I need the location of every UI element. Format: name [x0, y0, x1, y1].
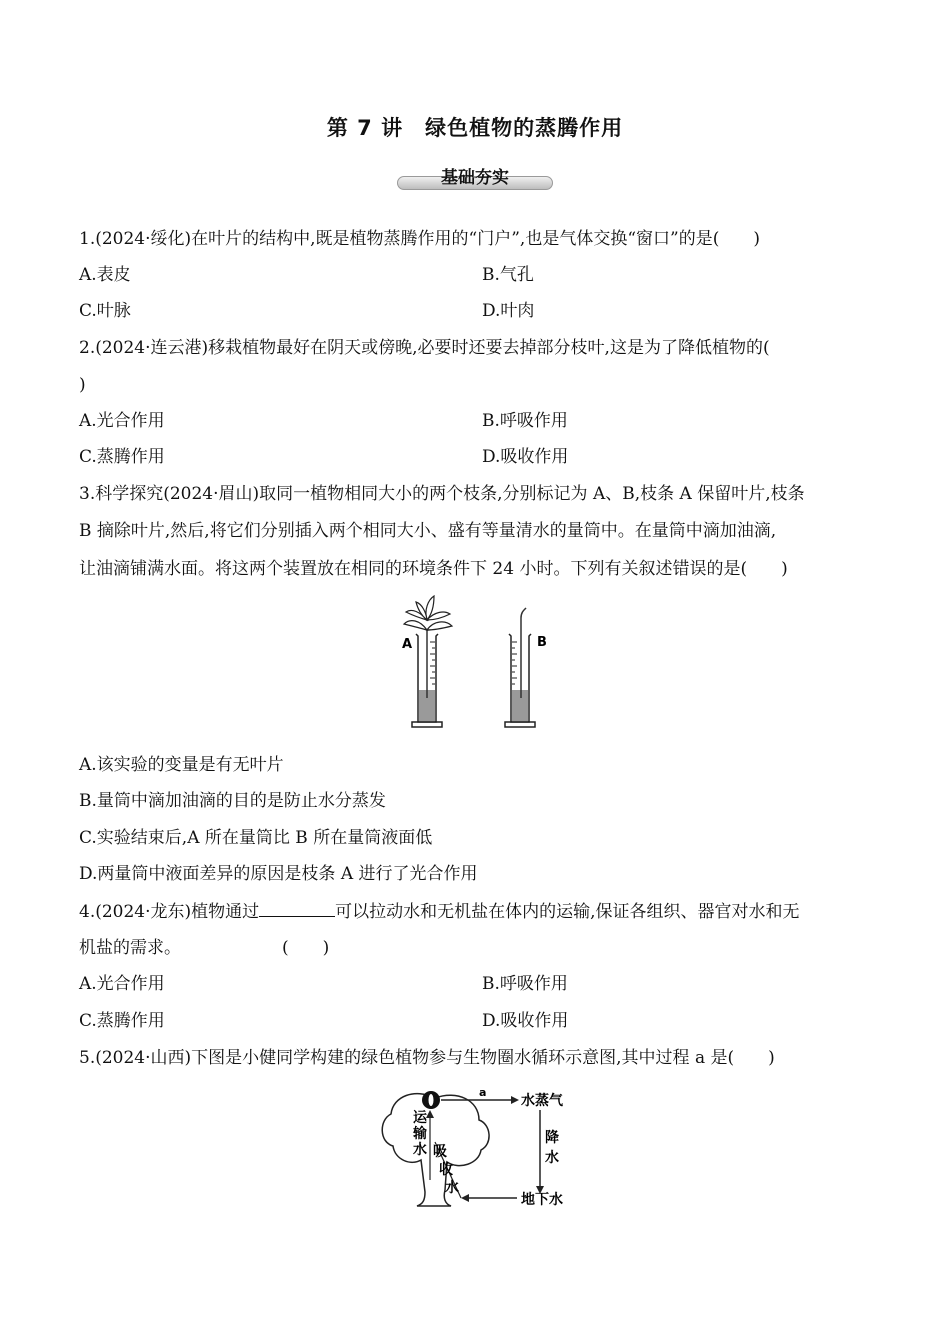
transport-label-2: 输	[413, 1126, 427, 1142]
q1-option-b: B.气孔	[482, 265, 534, 285]
q3-option-b: B.量筒中滴加油滴的目的是防止水分蒸发	[79, 791, 386, 811]
q4-stem-post: 可以拉动水和无机盐在体内的运输,保证各组织、器官对水和无	[335, 902, 800, 922]
q1-stem: 1.(2024·绥化)在叶片的结构中,既是植物蒸腾作用的“门户”,也是气体交换“窗口”的是( )	[79, 229, 760, 249]
rain-label-2: 水	[545, 1150, 559, 1166]
q1-option-d: D.叶肉	[482, 301, 535, 321]
q4-option-d: D.吸收作用	[482, 1011, 569, 1031]
cylinder-b	[505, 608, 535, 727]
q5-stem: 5.(2024·山西)下图是小健同学构建的绿色植物参与生物圈水循环示意图,其中过程 a 是( )	[79, 1048, 775, 1068]
q4-paren: ( )	[282, 938, 330, 958]
q1-option-a: A.表皮	[79, 265, 131, 285]
q2-option-b: B.呼吸作用	[482, 411, 568, 431]
q3-cylinders-figure	[390, 590, 570, 740]
section-badge	[397, 163, 553, 191]
page-title: 第 7 讲 绿色植物的蒸腾作用	[326, 116, 624, 140]
transport-label-1: 运	[413, 1110, 427, 1126]
process-a-label: a	[479, 1086, 487, 1099]
q2-stem-line1: 2.(2024·连云港)移栽植物最好在阴天或傍晚,必要时还要去掉部分枝叶,这是为了降低植物的(	[79, 338, 770, 358]
q4-option-a: A.光合作用	[79, 974, 165, 994]
q3-option-c: C.实验结束后,A 所在量筒比 B 所在量筒液面低	[79, 828, 433, 848]
q4-stem-pre: 4.(2024·龙东)植物通过	[79, 902, 260, 922]
section-badge-label: 基础夯实	[441, 168, 509, 188]
cylinder-a-label: A	[402, 637, 413, 652]
groundwater-label: 地下水	[521, 1192, 563, 1208]
q4-answer-blank	[259, 900, 335, 917]
q3-stem-line2: B 摘除叶片,然后,将它们分别插入两个相同大小、盛有等量清水的量筒中。在量筒中滴加油滴,	[79, 521, 777, 541]
cylinder-a	[404, 596, 452, 727]
q3-stem-line3: 让油滴铺满水面。将这两个装置放在相同的环境条件下 24 小时。下列有关叙述错误的是( )	[79, 559, 788, 579]
q3-stem-line1: 3.科学探究(2024·眉山)取同一植物相同大小的两个枝条,分别标记为 A、B,枝条 A 保留叶片,枝条	[79, 484, 805, 504]
q1-option-c: C.叶脉	[79, 301, 131, 321]
q2-option-a: A.光合作用	[79, 411, 165, 431]
water-vapor-label: 水蒸气	[521, 1093, 563, 1109]
q3-option-a: A.该实验的变量是有无叶片	[79, 755, 284, 775]
q3-option-d: D.两量筒中液面差异的原因是枝条 A 进行了光合作用	[79, 864, 478, 884]
absorb-label-3: 水	[445, 1180, 459, 1196]
cylinder-b-label: B	[537, 635, 547, 650]
q2-option-d: D.吸收作用	[482, 447, 569, 467]
q4-stem-line2: 机盐的需求。	[79, 938, 181, 958]
q2-option-c: C.蒸腾作用	[79, 447, 165, 467]
q4-option-b: B.呼吸作用	[482, 974, 568, 994]
q4-option-c: C.蒸腾作用	[79, 1011, 165, 1031]
q5-water-cycle-diagram	[375, 1080, 585, 1215]
transport-label-3: 水	[413, 1142, 427, 1158]
q4-stem-line1	[79, 900, 879, 923]
absorb-label-2: 收	[439, 1162, 453, 1178]
absorb-label-1: 吸	[433, 1144, 447, 1160]
rain-label-1: 降	[545, 1130, 559, 1146]
q2-stem-line2: )	[79, 375, 86, 395]
